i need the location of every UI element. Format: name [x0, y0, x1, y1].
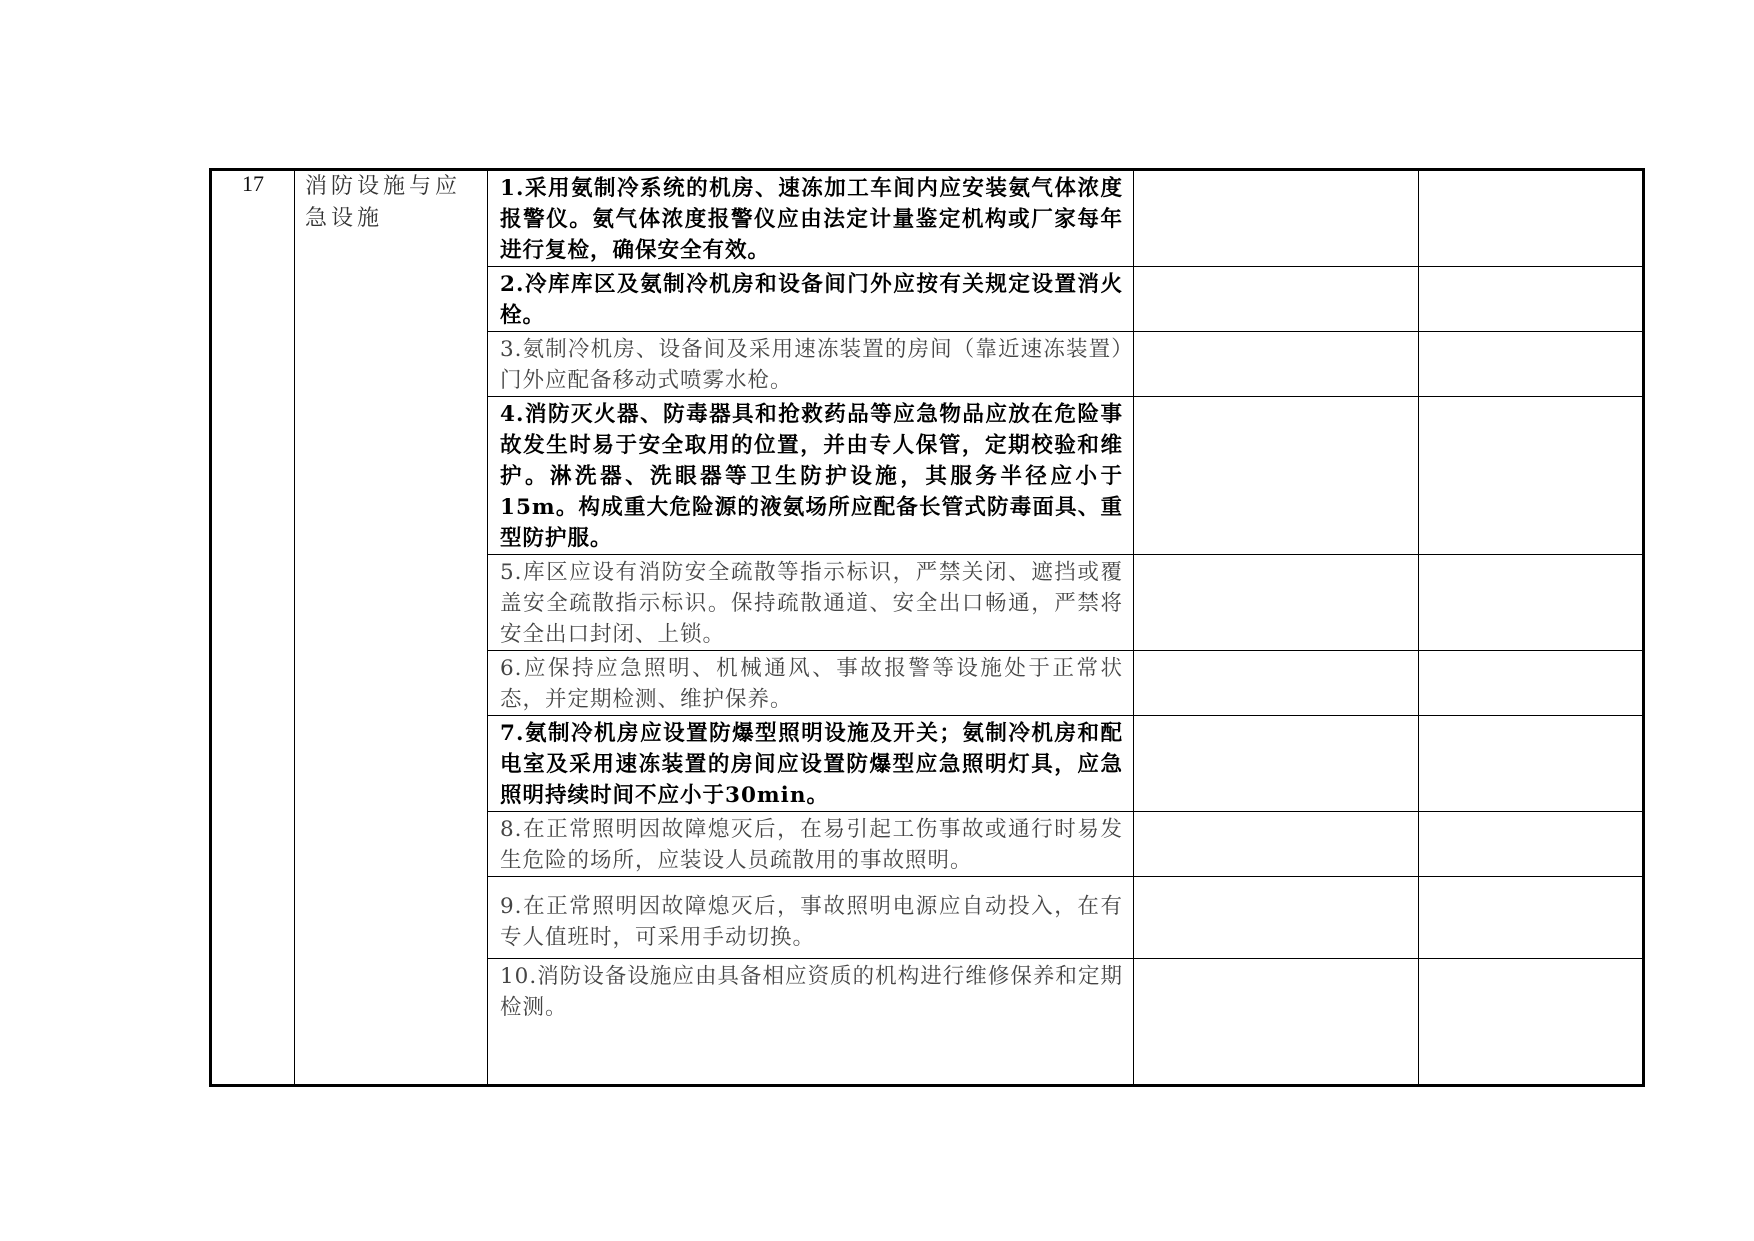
table-row	[211, 170, 1644, 267]
item-cell: 8.在正常照明因故障熄灭后，在易引起工伤事故或通行时易发生危险的场所，应装设人员疏散用的事故照明。	[488, 812, 1134, 877]
item-cell: 9.在正常照明因故障熄灭后，事故照明电源应自动投入，在有专人值班时，可采用手动切换。	[488, 877, 1134, 959]
blank-cell[interactable]	[1134, 555, 1419, 651]
blank-cell[interactable]	[1134, 716, 1419, 812]
category-cell: 消防设施与应急设施	[295, 170, 488, 1086]
row-number: 17	[211, 170, 295, 1086]
blank-cell[interactable]	[1134, 170, 1419, 267]
blank-cell[interactable]	[1419, 170, 1644, 267]
blank-cell[interactable]	[1134, 651, 1419, 716]
blank-cell[interactable]	[1419, 959, 1644, 1086]
blank-cell[interactable]	[1134, 877, 1419, 959]
blank-cell[interactable]	[1134, 397, 1419, 555]
item-cell: 10.消防设备设施应由具备相应资质的机构进行维修保养和定期检测。	[488, 959, 1134, 1086]
item-cell: 3.氨制冷机房、设备间及采用速冻装置的房间（靠近速冻装置）门外应配备移动式喷雾水枪。	[488, 332, 1134, 397]
item-cell: 5.库区应设有消防安全疏散等指示标识，严禁关闭、遮挡或覆盖安全疏散指示标识。保持疏散通道、安全出口畅通，严禁将安全出口封闭、上锁。	[488, 555, 1134, 651]
blank-cell[interactable]	[1419, 332, 1644, 397]
blank-cell[interactable]	[1419, 555, 1644, 651]
blank-cell[interactable]	[1419, 267, 1644, 332]
blank-cell[interactable]	[1419, 716, 1644, 812]
blank-cell[interactable]	[1134, 332, 1419, 397]
item-cell: 1.采用氨制冷系统的机房、速冻加工车间内应安装氨气体浓度报警仪。氨气体浓度报警仪应由法定计量鉴定机构或厂家每年进行复检，确保安全有效。	[488, 170, 1134, 267]
item-cell: 7.氨制冷机房应设置防爆型照明设施及开关；氨制冷机房和配电室及采用速冻装置的房间应设置防爆型应急照明灯具，应急照明持续时间不应小于30min。	[488, 716, 1134, 812]
blank-cell[interactable]	[1134, 812, 1419, 877]
blank-cell[interactable]	[1134, 959, 1419, 1086]
blank-cell[interactable]	[1134, 267, 1419, 332]
item-cell: 2.冷库库区及氨制冷机房和设备间门外应按有关规定设置消火栓。	[488, 267, 1134, 332]
inspection-table	[209, 168, 1645, 1087]
blank-cell[interactable]	[1419, 812, 1644, 877]
item-cell: 4.消防灭火器、防毒器具和抢救药品等应急物品应放在危险事故发生时易于安全取用的位置，并由专人保管，定期校验和维护。淋洗器、洗眼器等卫生防护设施，其服务半径应小于15m。构成重大危险源的液氨场所应配备长管式防毒面具、重型防护服。	[488, 397, 1134, 555]
blank-cell[interactable]	[1419, 397, 1644, 555]
blank-cell[interactable]	[1419, 877, 1644, 959]
blank-cell[interactable]	[1419, 651, 1644, 716]
item-cell: 6.应保持应急照明、机械通风、事故报警等设施处于正常状态，并定期检测、维护保养。	[488, 651, 1134, 716]
